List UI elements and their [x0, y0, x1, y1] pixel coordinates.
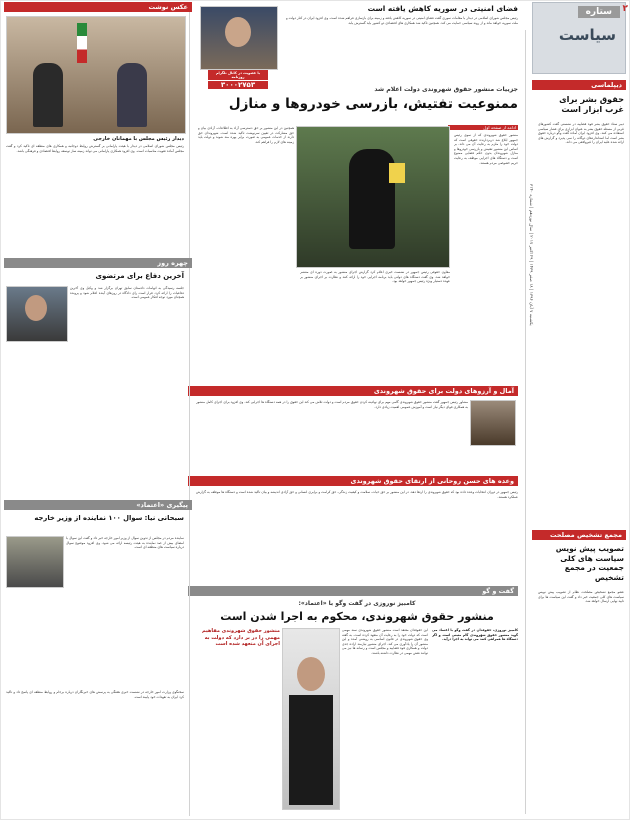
box1-title: آمال و آرزوهای دولت برای حقوق شهروندی	[188, 386, 518, 396]
badge-label: با عضویت در کانال تلگرام روزنامه	[208, 70, 268, 80]
diplomacy-title: حقوق بشر برای غرب ابزار است	[559, 94, 624, 114]
interview-quote: منشور حقوق شهروندی مفاهیم مهمی را در بر دارد که دولت به اجرای آن متعهد شده است	[201, 628, 280, 647]
section-diplomacy: دیپلماسی	[532, 80, 626, 90]
badge-number: ۳۰۰۰۲۷۵۳	[208, 81, 268, 89]
section-title: سیاست	[558, 26, 616, 44]
interview-body: این حقوقدان معتقد است منشور حقوق شهروندی سند مهمی است که دولت خود را به رعایت آن متعهد کرده است. به گفته وی حقوق شهروندی در قانون اساسی به روشنی آمده و این منشور آن را یادآوری می کند. اجرای منشور نیازمند اراده جدی دولت و همکاری قوه قضاییه و مجلس است و رسانه ها نیز می توانند نقش مهمی در نظارت داشته باشند.	[342, 628, 428, 655]
interview-lead: کامبیز نوروزی، حقوقدان در گفت وگو با اعتماد می گوید منشور حقوق شهروندی گام مثبتی است و اگر دستگاه ها همراهی کنند می تواند به اجرا درآید.	[432, 628, 518, 642]
interview-headline: منشور حقوق شهروندی، محکوم به اجرا شدن است	[220, 610, 494, 623]
main-byline: ادامه از صفحه اول	[448, 125, 518, 130]
interview-section: گفت و گو	[188, 586, 518, 596]
box2-title: وعده های حسن روحانی از ارتقای حقوق شهروندی	[188, 476, 518, 486]
section-expediency: مجمع تشخیص مصلحت	[532, 530, 626, 540]
interview-subhead: کامبیز نوروزی در گفت وگو با «اعتماد»:	[298, 600, 416, 607]
photo-body: رئیس مجلس شورای اسلامی در دیدار با هیئت پارلمانی بر گسترش روابط دوجانبه و همکاری های منطقه ای تاکید کرد و گفت مجلس آماده تقویت مناسبات است. وی افزود همکاری پارلمانی می تواند زمینه ساز توسعه روابط اقتصادی و فرهنگی باشد.	[6, 144, 184, 153]
telegram-body: نماینده مردم در مجلس از تدوین سوال از وزیر امور خارجه خبر داد و گفت این سوال با امضای بیش از صد نماینده به هیئت رئیسه ارائه می شود. وی افزود موضوع سوال درباره سیاست های منطقه ای است.	[66, 536, 184, 550]
issue-line: یکشنبه ۷ آبان ۱۳۹۶ | ۱۸ صفر ۱۴۳۹ | ۲۹ اکتبر ۲۰۱۷ | سال نوزدهم | شماره ۳۱۴۰	[529, 184, 534, 326]
telegram-title: سبحانی نیا: سوال ۱۰۰ نماینده از وزیر خارجه	[34, 514, 184, 522]
photo-caption: دیدار رئیس مجلس با مهمانان خارجی	[93, 136, 184, 142]
bottom-body: سخنگوی وزارت امور خارجه در نشست خبری هفتگی به پرسش های خبرنگاران درباره برجام و روابط منطقه ای پاسخ داد و تاکید کرد ایران به تعهدات خود پایبند است.	[6, 690, 184, 699]
main-headline: ممنوعیت تفتیش، بازرسی خودروها و منازل	[228, 96, 518, 112]
telegram-section-title: پیگیری «اعتماد»	[4, 500, 192, 510]
face-body: جلسه رسیدگی به اتهامات دادستان سابق تهران برگزار شد و وکیل وی آخرین دفاعیات را ارائه کرد. قرار است رای دادگاه در روزهای آینده اعلام شود و پرونده همچنان مورد توجه افکار عمومی است.	[70, 286, 184, 300]
main-subhead: جزییات منشور حقوق شهروندی دولت اعلام شد	[374, 86, 518, 93]
masthead-logo: ستاره	[578, 6, 620, 18]
face-section-title: چهره روز	[4, 258, 192, 268]
face-title: آخرین دفاع برای مرتضوی	[95, 272, 184, 280]
photo-section-title: عکس نوشت	[4, 2, 192, 12]
diplomacy-body: دبیر ستاد حقوق بشر قوه قضاییه در نشستی گفت کشورهای غربی از مسئله حقوق بشر به عنوان ابزاری برای فشار سیاسی استفاده می کنند. وی افزود ایران آماده گفت وگو درباره حقوق بشر است اما استانداردهای دوگانه را نمی پذیرد و گزارش های ارائه شده علیه ایران را غیرواقعی می داند.	[538, 122, 624, 145]
page-number: ۲	[622, 4, 628, 14]
box1-body: مشاور رئیس جمهور گفت منشور حقوق شهروندی گامی مهم برای نهادینه کردن حقوق مردم است و دولت تلاش می کند این حقوق را در همه دستگاه ها اجرایی کند. وی افزود برای اجرای کامل منشور به همکاری قوای دیگر نیاز است و آموزش عمومی اهمیت زیادی دارد.	[196, 400, 468, 409]
top-story-kicker: فضای امنیتی در سوریه کاهش یافته است	[367, 4, 518, 13]
top-story-body: رئیس مجلس شورای اسلامی در دیدار با مقامات سوری گفت فضای امنیتی در سوریه کاهش یافته و زمینه برای بازسازی فراهم شده است. وی افزود ایران در کنار دولت و ملت سوریه خواهد ماند و از روند سیاسی حمایت می کند. همچنین تاکید شد همکاری های اقتصادی دو کشور باید گسترش یابد.	[286, 16, 518, 25]
main-body-col-3: همچنین در این منشور بر حق دسترسی آزاد به اطلاعات، آزادی بیان و حق مشارکت در تعیین سرنوشت تاکید شده است. شهروندان حق دارند از خدمات عمومی به صورت برابر بهره مند شوند و دولت باید زمینه های لازم را فراهم کند.	[198, 126, 294, 144]
box2-body: رئیس جمهور در دوران انتخابات وعده داده بود که حقوق شهروندی را ارتقا دهد. در این منشور بر حق حیات، سلامت و کیفیت زندگی، حق کرامت و برابری انسانی و حق آزادی اندیشه و بیان تاکید شده است و دستگاه ها موظف به گزارش عملکرد هستند.	[196, 490, 518, 499]
expediency-body: عضو مجمع تشخیص مصلحت نظام از تصویب پیش نویس سیاست های کلی جمعیت خبر داد و گفت این سیاست ها برای تایید نهایی ارسال خواهد شد.	[538, 590, 624, 604]
expediency-title: تصویب پیش نویس سیاست های کلی جمعیت در مجمع تشخیص	[555, 544, 624, 582]
main-body-col-1: منشور حقوق شهروندی که از سوی رئیس جمهور ابلاغ شد دربردارنده حقوقی است که دولت خود را ملزم به رعایت آن می داند. بر اساس این منشور تفتیش و بازرسی خودروها و منازل شهروندان بدون حکم قضایی ممنوع است و دستگاه های اجرایی موظف به رعایت حریم خصوصی مردم هستند.	[454, 133, 518, 165]
main-body-col-2: معاون حقوقی رئیس جمهور در نشست خبری اعلام کرد گزارش اجرای منشور به صورت دوره ای منتشر خواهد شد. وی گفت دستگاه های دولتی باید برنامه اجرایی خود را ارائه کنند و نظارت بر اجرای منشور بر عهده دستیار ویژه رئیس جمهور خواهد بود.	[300, 270, 450, 284]
